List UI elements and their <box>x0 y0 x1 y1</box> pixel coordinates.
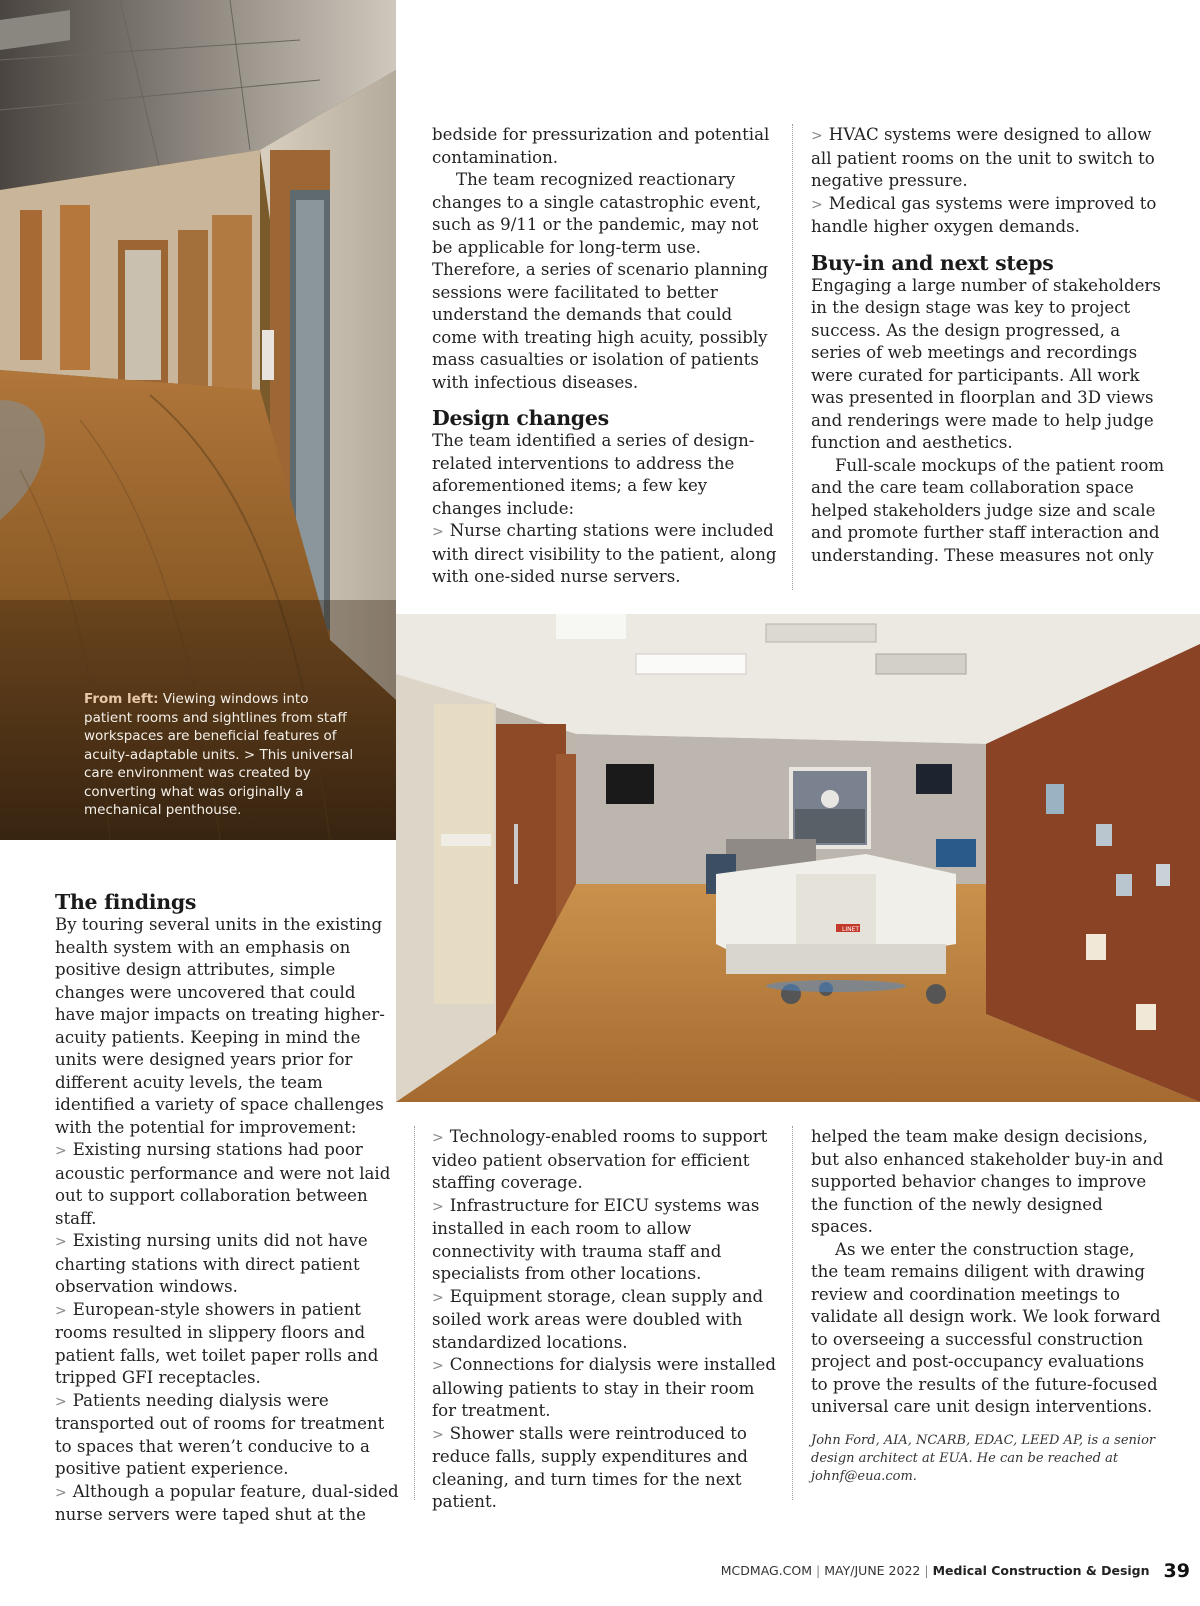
section-heading-design-changes: Design changes <box>432 406 609 430</box>
section-heading-buy-in: Buy-in and next steps <box>811 250 1054 275</box>
bullet-item: > Technology-enabled rooms to support video patient observation for efficient staffing coverage. <box>432 1127 768 1192</box>
bullet-item: > Infrastructure for EICU systems was installed in each room to allow connectivity with trauma staff and specialists from other locations. <box>432 1195 760 1283</box>
footer-separator: | <box>816 1563 821 1578</box>
column-middle-bottom <box>432 1126 777 1514</box>
bullet-marker: > <box>55 1484 67 1501</box>
bullet-marker: > <box>811 196 823 213</box>
bullet-item: > Medical gas systems were improved to handle higher oxygen demands. <box>811 193 1157 236</box>
column-middle-top <box>432 124 777 589</box>
bullet-marker: > <box>432 524 444 540</box>
patient-room-photo-illustration <box>396 614 1200 1102</box>
bullet-marker: > <box>55 1143 67 1159</box>
page-footer <box>721 1560 1190 1582</box>
paragraph: Engaging a large number of stakeholders in the design stage was key to project success. As the design progressed, a series of web meetings and recordings were curated for participants. All work was presented in floorplan and 3D views and renderings were made to help judge function and aesthetics. <box>811 275 1161 452</box>
column-left-bottom <box>55 890 400 1527</box>
bullet-marker: > <box>432 1289 444 1306</box>
photo-caption <box>84 690 354 820</box>
bullet-item: > European-style showers in patient rooms resulted in slippery floors and patient falls, wet toilet paper rolls and tripped GFI receptacles. <box>55 1299 379 1387</box>
page-number: 39 <box>1163 1560 1190 1582</box>
paragraph: The team identified a series of design-related interventions to address the aforementioned items; a few key changes include: <box>432 431 755 518</box>
bullet-marker: > <box>432 1130 444 1146</box>
section-heading-findings: The findings <box>55 890 197 914</box>
paragraph: Full-scale mockups of the patient room and the care team collaboration space helped stakeholders judge size and scale and promote further staff interaction and understanding. These measures not only <box>811 455 1165 565</box>
column-divider <box>792 124 793 590</box>
footer-separator: | <box>924 1563 929 1578</box>
bullet-marker: > <box>432 1426 444 1443</box>
paragraph: The team recognized reactionary changes to a single catastrophic event, such as 9/11 or the pandemic, may not be applicable for long-term use. Therefore, a series of scenario planning sessions were facilitated to better understand the demands that could come with treating high acuity, possibly mass casualties or isolation of patients with infectious diseases. <box>432 170 769 392</box>
patient-room-photo <box>396 614 1200 1102</box>
paragraph: bedside for pressurization and potential contamination. <box>432 125 770 167</box>
bullet-item: > Equipment storage, clean supply and soiled work areas were doubled with standardized locations. <box>432 1286 764 1352</box>
bullet-marker: > <box>55 1302 67 1319</box>
bullet-marker: > <box>55 1393 67 1410</box>
bed-brand-label: LINET <box>842 926 860 933</box>
footer-site: MCDMAG.COM <box>720 1563 813 1578</box>
bullet-marker: > <box>432 1358 444 1374</box>
bullet-marker: > <box>55 1234 67 1250</box>
column-right-top <box>811 124 1166 567</box>
footer-issue: MAY/JUNE 2022 <box>824 1563 921 1578</box>
bullet-item: > Existing nursing stations had poor acoustic performance and were not laid out to support collaboration between staff. <box>55 1140 391 1228</box>
bullet-item: > Connections for dialysis were installed allowing patients to stay in their room for treatment. <box>432 1355 776 1420</box>
bullet-item: > Although a popular feature, dual-sided nurse servers were taped shut at the <box>55 1481 399 1524</box>
paragraph: As we enter the construction stage, the team remains diligent with drawing review and coordination meetings to validate all design work. We look forward to overseeing a successful construction project and post-occupancy evaluations to prove the results of the future-focused universal care unit design interventions. <box>811 1239 1161 1416</box>
column-divider <box>414 1126 415 1500</box>
bullet-item: > Patients needing dialysis were transported out of rooms for treatment to spaces that weren’t conducive to a positive patient experience. <box>55 1390 385 1478</box>
bullet-item: > Shower stalls were reintroduced to reduce falls, supply expenditures and cleaning, and turn times for the next patient. <box>432 1423 748 1511</box>
bullet-marker: > <box>432 1198 444 1215</box>
bullet-item: > Existing nursing units did not have charting stations with direct patient observation windows. <box>55 1231 368 1296</box>
column-right-bottom <box>811 1126 1166 1419</box>
caption-text: Viewing windows into patient rooms and sightlines from staff workspaces are beneficial features of acuity-adaptable units. > This universal care environment was created by converting what was originally a mechanical penthouse. <box>84 691 354 818</box>
paragraph: By touring several units in the existing health system with an emphasis on positive design attributes, simple changes were uncovered that could have major impacts on treating higher-acuity patients. Keeping in mind the units were designed years prior for different acuity levels, the team identified a variety of space challenges with the potential for improvement: <box>55 915 385 1137</box>
column-divider <box>792 1126 793 1500</box>
author-bio: John Ford, AIA, NCARB, EDAC, LEED AP, is a senior design architect at EUA. He can be reached at johnf@eua.com. <box>811 1433 1156 1484</box>
caption-lead: From left: <box>84 691 159 707</box>
bullet-item: > HVAC systems were designed to allow all patient rooms on the unit to switch to negative pressure. <box>811 125 1155 190</box>
paragraph: helped the team make design decisions, but also enhanced stakeholder buy-in and supported behavior changes to improve the function of the newly designed spaces. <box>811 1127 1164 1236</box>
footer-brand: Medical Construction & Design <box>932 1563 1150 1578</box>
bullet-item: > Nurse charting stations were included with direct visibility to the patient, along with one-sided nurse servers. <box>432 521 777 586</box>
bullet-marker: > <box>811 128 823 144</box>
